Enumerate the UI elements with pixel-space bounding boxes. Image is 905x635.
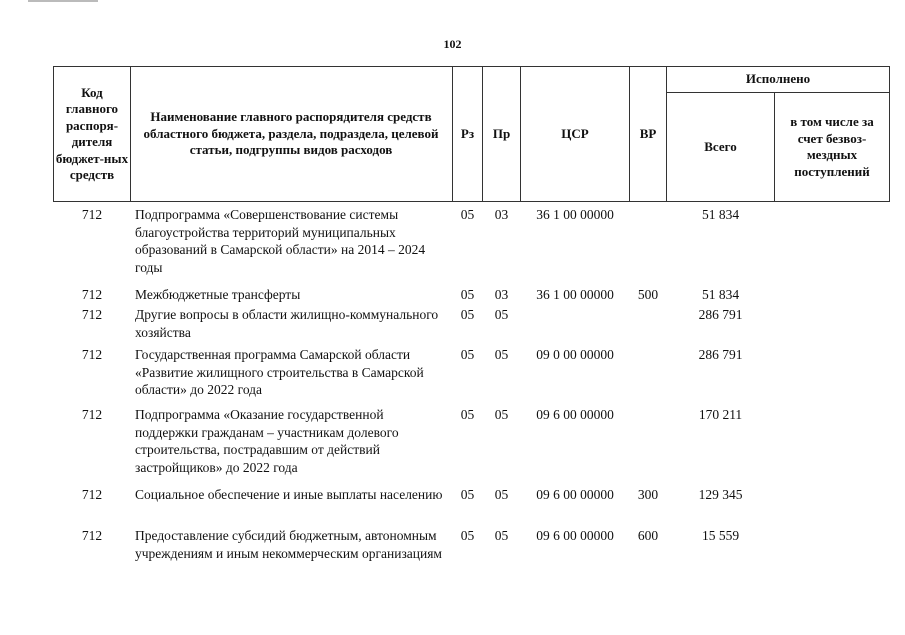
- row-rz: 05: [460, 287, 475, 302]
- col-border-8: [889, 66, 890, 202]
- row-total: 170 211: [698, 407, 743, 422]
- row-rz: 05: [460, 307, 475, 322]
- row-csr: 36 1 00 00000: [536, 287, 614, 302]
- row-rz: 05: [460, 207, 475, 222]
- row-code: 712: [81, 307, 103, 322]
- row-pr: 03: [494, 287, 509, 302]
- header-name: Наименование главного распорядителя средств областного бюджета, раздела, подраздела, целевой статьи, подгруппы видов расходов: [143, 109, 439, 158]
- header-executed: Исполнено: [745, 71, 811, 87]
- row-name: Подпрограмма «Оказание государственной поддержки гражданам – участникам долевого строительства, пострадавшим от действий застройщиков» до 2022 года: [135, 407, 399, 475]
- header-vr: ВР: [639, 125, 657, 141]
- row-code: 712: [81, 528, 103, 543]
- row-code: 712: [81, 347, 103, 362]
- col-border-1: [130, 66, 131, 202]
- row-code: 712: [81, 487, 103, 502]
- row-pr: 03: [494, 207, 509, 222]
- row-total: 51 834: [701, 287, 740, 302]
- row-vr: 600: [637, 528, 659, 543]
- row-csr: 09 0 00 00000: [536, 347, 614, 362]
- row-name: Другие вопросы в области жилищно-коммунального хозяйства: [135, 307, 439, 340]
- row-rz: 05: [460, 528, 475, 543]
- row-total: 286 791: [698, 307, 743, 322]
- header-bottom-border: [53, 201, 890, 202]
- row-rz: 05: [460, 347, 475, 362]
- header-rz: Рз: [460, 125, 475, 141]
- row-vr: 300: [637, 487, 659, 502]
- page-number: 102: [443, 37, 462, 51]
- header-pr: Пр: [492, 125, 511, 141]
- row-name: Подпрограмма «Совершенствование системы благоустройства территорий муниципальных образований в Самарской области» на 2014 – 2024 годы: [135, 207, 426, 275]
- row-code: 712: [81, 407, 103, 422]
- header-code: Код главного распоря-дителя бюджет-ных средств: [55, 84, 129, 182]
- row-code: 712: [81, 287, 103, 302]
- header-csr: ЦСР: [561, 125, 589, 141]
- row-name: Государственная программа Самарской области «Развитие жилищного строительства в Самарской области» до 2022 года: [135, 347, 424, 397]
- row-vr: 500: [637, 287, 659, 302]
- row-csr: 36 1 00 00000: [536, 207, 614, 222]
- row-pr: 05: [494, 347, 509, 362]
- row-name: Предоставление субсидий бюджетным, автономным учреждениям и иным некоммерческим организациям: [135, 528, 442, 561]
- row-pr: 05: [494, 487, 509, 502]
- row-name: Межбюджетные трансферты: [135, 287, 301, 302]
- row-csr: 09 6 00 00000: [536, 487, 614, 502]
- row-total: 286 791: [698, 347, 743, 362]
- row-code: 712: [81, 207, 103, 222]
- row-name: Социальное обеспечение и иные выплаты населению: [135, 487, 443, 502]
- row-total: 129 345: [698, 487, 743, 502]
- row-csr: 09 6 00 00000: [536, 407, 614, 422]
- row-rz: 05: [460, 407, 475, 422]
- row-pr: 05: [494, 307, 509, 322]
- header-total: Всего: [704, 138, 737, 154]
- row-total: 15 559: [701, 528, 740, 543]
- col-border-7: [774, 92, 775, 202]
- row-pr: 05: [494, 407, 509, 422]
- row-total: 51 834: [701, 207, 740, 222]
- header-incl: в том числе за счет безвоз-мездных поступлений: [790, 114, 874, 179]
- row-pr: 05: [494, 528, 509, 543]
- row-rz: 05: [460, 487, 475, 502]
- row-csr: 09 6 00 00000: [536, 528, 614, 543]
- top-edge-mark: [28, 0, 98, 2]
